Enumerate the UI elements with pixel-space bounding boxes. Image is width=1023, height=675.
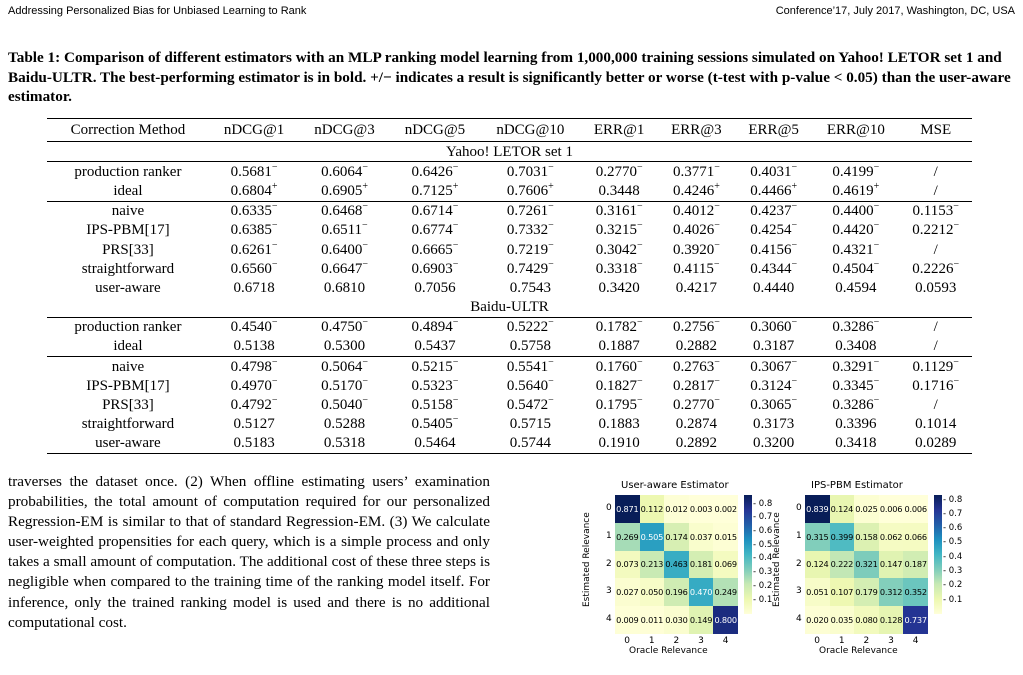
metric-value: 0.5127 (233, 416, 275, 433)
metric-value: 0.5215− (390, 357, 480, 377)
body-text (8, 472, 490, 633)
heatmap-cell: 0.196 (664, 578, 689, 606)
running-header-right: Conference’17, July 2017, Washington, DC, USA (775, 5, 1015, 17)
metric-value: 0.6804+ (230, 180, 278, 199)
metric-value: 0.7056 (414, 279, 456, 296)
heatmap-cell: 0.737 (903, 606, 928, 634)
heatmap-cell: 0.149 (689, 606, 714, 634)
metric-value: 0.6718 (233, 279, 275, 296)
heatmap-cell: 0.037 (689, 523, 714, 551)
metric-value: 0.3418 (812, 434, 899, 454)
metric-value: 0.4970− (230, 375, 278, 394)
table-row (47, 376, 972, 395)
column-header: Correction Method (47, 119, 209, 142)
metric-value: 0.4012− (658, 201, 735, 221)
metric-value: 0.0593 (915, 279, 957, 296)
heatmap-cell: 0.147 (879, 551, 904, 579)
heatmap-cell: 0.025 (854, 495, 879, 523)
x-tick-label: 1 (648, 636, 655, 646)
metric-value: 0.6665− (411, 239, 459, 258)
heatmap-cell: 0.505 (640, 523, 665, 551)
metric-value: 0.4217 (675, 279, 718, 296)
metric-value: 0.1716− (912, 375, 960, 394)
metric-value: 0.2874 (675, 416, 718, 433)
heatmap-ips-pbm (772, 478, 972, 675)
metric-value: 0.5288 (323, 416, 366, 433)
heatmap-cell: 0.312 (879, 578, 904, 606)
metric-value: 0.2763− (658, 357, 735, 377)
metric-value: 0.6468− (299, 201, 389, 221)
metric-value: 0.4156− (750, 239, 798, 258)
metric-value: 0.3345− (832, 375, 880, 394)
table-row (47, 201, 972, 221)
metric-value: 0.4540− (230, 317, 278, 336)
metric-value: 0.3124− (750, 375, 798, 394)
section-row (47, 298, 972, 318)
y-tick-label: 0 (606, 502, 612, 513)
metric-value: 0.3396 (835, 416, 877, 433)
heatmap-cell: 0.399 (830, 523, 855, 551)
heatmap-cell: 0.249 (713, 578, 738, 606)
heatmap-cell: 0.002 (713, 495, 738, 523)
heatmap-cell: 0.315 (805, 523, 830, 551)
heatmap-cell: 0.035 (830, 606, 855, 634)
metric-value: 0.5541− (480, 357, 580, 377)
metric-value: 0.1910 (581, 434, 658, 454)
heatmap-cell: 0.015 (713, 523, 738, 551)
metric-value: / (933, 338, 938, 355)
metric-value: 0.4237− (735, 201, 812, 221)
body-paragraph: traverses the dataset once. (2) When offline estimating users’ examination probabilities, the total amount of computation required for our personalized Regression-EM is similar to that of standard Regression-EM. (3) We calculate user-weighted propensities for each query, which is a simple process and only takes a small amount of computation. The additional cost of these three steps is negligible when compared to the training time of the ranking model itself. For inference, only the trained ranking model is used and there is no additional computational cost. (8, 473, 490, 631)
colorbar-tick-label: - 0.7 (753, 512, 773, 523)
metric-value: 0.1153− (899, 201, 972, 221)
heatmap-cell: 0.213 (640, 551, 665, 579)
table-header-row (47, 119, 972, 142)
metric-value: / (933, 241, 938, 258)
heatmap-cell: 0.112 (640, 495, 665, 523)
metric-value: 0.3173 (753, 416, 795, 433)
method-name: IPS-PBM[17] (86, 377, 170, 394)
heatmap-cell: 0.470 (689, 578, 714, 606)
colorbar (934, 495, 942, 614)
heatmap-grid (615, 495, 738, 634)
metric-value: 0.1887 (598, 338, 640, 355)
heatmap-cell: 0.222 (830, 551, 855, 579)
table-row (47, 434, 972, 454)
running-header-left: Addressing Personalized Bias for Unbiased Learning to Rank (8, 5, 307, 17)
metric-value: 0.2892 (658, 434, 735, 454)
metric-value: / (933, 397, 938, 414)
metric-value: 0.2770− (672, 395, 720, 414)
x-tick-label: 3 (698, 636, 704, 646)
metric-value: 0.6714− (390, 201, 480, 221)
colorbar-tick-label: - 0.4 (943, 551, 963, 562)
metric-value: 0.3200 (735, 434, 812, 454)
x-tick-label: 1 (838, 636, 845, 646)
metric-value: 0.1795− (595, 395, 643, 414)
metric-value: 0.3771− (672, 161, 720, 180)
colorbar-tick-label: - 0.5 (943, 537, 963, 548)
heatmap-cell: 0.800 (713, 606, 738, 634)
heatmap-cell: 0.181 (689, 551, 714, 579)
heatmap-grid (805, 495, 928, 634)
column-header: ERR@1 (581, 119, 658, 142)
column-header: nDCG@1 (209, 119, 299, 142)
heatmap-cell: 0.107 (830, 578, 855, 606)
heatmap-cell: 0.174 (664, 523, 689, 551)
metric-value: 0.5158− (411, 395, 459, 414)
metric-value: 0.3042− (595, 239, 643, 258)
x-tick-label: 2 (673, 636, 680, 646)
colorbar-tick-label: - 0.2 (753, 580, 773, 591)
metric-value: 0.4321− (832, 239, 880, 258)
heatmap-cell: 0.027 (615, 578, 640, 606)
table-row (47, 395, 972, 414)
metric-value: 0.5064− (299, 357, 389, 377)
column-header: ERR@3 (658, 119, 735, 142)
metric-value: 0.4246+ (672, 180, 720, 199)
metric-value: 0.6261− (230, 239, 278, 258)
metric-value: 0.1782− (595, 317, 643, 336)
metric-value: 0.4115− (673, 258, 720, 277)
heatmap-cell: 0.128 (879, 606, 904, 634)
method-name: production ranker (74, 163, 182, 180)
colorbar-tick-label: - 0.3 (753, 567, 773, 578)
table-body (47, 142, 972, 454)
heatmap-cell: 0.080 (854, 606, 879, 634)
heatmap-cell: 0.069 (713, 551, 738, 579)
heatmap-cell: 0.012 (664, 495, 689, 523)
colorbar (744, 495, 752, 614)
colorbar-tick-label: - 0.1 (943, 594, 963, 605)
method-name: straightforward (81, 260, 175, 277)
metric-value: 0.5318 (299, 434, 389, 454)
metric-value: 0.6810 (323, 279, 366, 296)
column-header: MSE (899, 119, 972, 142)
metric-value: 0.5758 (509, 338, 551, 355)
metric-value: 0.7332− (506, 220, 554, 239)
metric-value: / (933, 319, 938, 336)
metric-value: / (933, 163, 938, 180)
colorbar-tick-label: - 0.2 (943, 580, 963, 591)
section-title: Yahoo! LETOR set 1 (47, 142, 972, 162)
metric-value: 0.2756− (672, 317, 720, 336)
column-header: ERR@5 (735, 119, 812, 142)
table-row (47, 240, 972, 259)
heatmap-cell: 0.011 (640, 606, 665, 634)
metric-value: 0.5744 (480, 434, 580, 454)
metric-value: 0.2882 (675, 338, 718, 355)
metric-value: 0.3420 (598, 279, 640, 296)
metric-value: 0.5681− (230, 161, 278, 180)
table-row (47, 181, 972, 201)
metric-value: 0.5715 (509, 416, 551, 433)
table-row (47, 317, 972, 337)
y-tick-label: 4 (606, 614, 612, 625)
metric-value: 0.3291− (812, 357, 899, 377)
metric-value: 0.5300 (323, 338, 366, 355)
metric-value: 0.7606+ (506, 180, 554, 199)
heatmap-cell: 0.062 (879, 523, 904, 551)
method-name: production ranker (74, 319, 182, 336)
table-row (47, 278, 972, 297)
metric-value: 0.5170− (321, 375, 368, 394)
metric-value: 0.4792− (230, 395, 278, 414)
method-name: PRS[33] (102, 397, 154, 414)
metric-value: 0.6400− (321, 239, 368, 258)
metric-value: 0.2226− (912, 258, 960, 277)
column-header: nDCG@5 (390, 119, 480, 142)
metric-value: 0.5405− (411, 414, 459, 433)
metric-value: / (933, 182, 938, 199)
colorbar-tick-label: - 0.4 (753, 553, 773, 564)
method-name: user-aware (47, 434, 209, 454)
metric-value: 0.4420− (832, 220, 880, 239)
heatmap-cell: 0.051 (805, 578, 830, 606)
column-header: ERR@10 (812, 119, 899, 142)
chart-title: IPS-PBM Estimator (811, 480, 903, 491)
metric-value: 0.4026− (672, 220, 720, 239)
metric-value: 0.3065− (750, 395, 798, 414)
colorbar-tick-label: - 0.6 (943, 523, 963, 534)
metric-value: 0.4619+ (832, 180, 880, 199)
colorbar-tick-label: - 0.6 (753, 526, 773, 537)
table-row (47, 259, 972, 278)
metric-value: 0.7543 (509, 279, 551, 296)
heatmap-cell: 0.158 (854, 523, 879, 551)
metric-value: 0.4750− (321, 317, 368, 336)
metric-value: 0.4344− (750, 258, 798, 277)
metric-value: 0.4199− (832, 161, 880, 180)
y-tick-label: 1 (796, 530, 802, 541)
heatmap-cell: 0.050 (640, 578, 665, 606)
method-name: ideal (113, 338, 143, 355)
metric-value: 0.3060− (750, 317, 798, 336)
metric-value: 0.4400− (812, 201, 899, 221)
method-name: naive (47, 201, 209, 221)
x-axis-label: Oracle Relevance (629, 646, 708, 656)
metric-value: 0.7219− (506, 239, 554, 258)
metric-value: 0.5040− (321, 395, 368, 414)
metric-value: 0.3187 (753, 338, 795, 355)
x-tick-label: 4 (722, 636, 729, 646)
metric-value: 0.1883 (598, 416, 640, 433)
metric-value: 0.1129− (899, 357, 972, 377)
heatmap-cell: 0.073 (615, 551, 640, 579)
metric-value: 0.3215− (595, 220, 643, 239)
metric-value: 0.7031− (506, 161, 554, 180)
heatmap-cell: 0.006 (903, 495, 928, 523)
table-row (47, 221, 972, 240)
metric-value: 0.5183 (209, 434, 299, 454)
metric-value: 0.3286− (832, 395, 880, 414)
metric-value: 0.3920− (672, 239, 720, 258)
x-tick-label: 4 (912, 636, 919, 646)
metric-value: 0.4504− (832, 258, 880, 277)
metric-value: 0.5472− (506, 395, 554, 414)
metric-value: 0.3448 (598, 182, 640, 199)
column-header: nDCG@10 (480, 119, 580, 142)
metric-value: 0.3161− (581, 201, 658, 221)
method-name: straightforward (81, 416, 175, 433)
metric-value: 0.2817− (672, 375, 720, 394)
section-row (47, 142, 972, 162)
metric-value: 0.1827− (595, 375, 643, 394)
column-header: nDCG@3 (299, 119, 389, 142)
metric-value: 0.5464 (390, 434, 480, 454)
heatmap-cell: 0.030 (664, 606, 689, 634)
colorbar-tick-label: - 0.1 (753, 594, 773, 605)
metric-value: 0.6905+ (321, 180, 368, 199)
x-tick-label: 0 (624, 636, 631, 646)
metric-value: 0.4594 (835, 279, 877, 296)
metric-value: 0.4440 (753, 279, 795, 296)
y-tick-label: 2 (796, 558, 802, 569)
metric-value: 0.2212− (912, 220, 960, 239)
method-name: naive (47, 357, 209, 377)
y-tick-label: 3 (606, 586, 612, 597)
heatmap-cell: 0.009 (615, 606, 640, 634)
metric-value: 0.6774− (411, 220, 459, 239)
metric-value: 0.7261− (480, 201, 580, 221)
heatmap-cell: 0.124 (830, 495, 855, 523)
metric-value: 0.4894− (411, 317, 459, 336)
section-title: Baidu-ULTR (47, 298, 972, 318)
metric-value: 0.6385− (230, 220, 278, 239)
metric-value: 0.4254− (750, 220, 798, 239)
colorbar-tick-label: - 0.7 (943, 508, 963, 519)
table-row (47, 162, 972, 182)
y-tick-label: 0 (796, 502, 802, 513)
metric-value: 0.6511− (321, 220, 368, 239)
metric-value: 0.6064− (321, 161, 368, 180)
metric-value: 0.4798− (209, 357, 299, 377)
metric-value: 0.5323− (411, 375, 459, 394)
y-tick-label: 2 (606, 558, 612, 569)
y-tick-label: 3 (796, 586, 802, 597)
metric-value: 0.6335− (209, 201, 299, 221)
colorbar-tick-label: - 0.5 (753, 539, 773, 550)
heatmap-cell: 0.463 (664, 551, 689, 579)
metric-value: 0.5138 (233, 338, 275, 355)
heatmap-cell: 0.020 (805, 606, 830, 634)
heatmap-cell: 0.006 (879, 495, 904, 523)
colorbar-tick-label: - 0.8 (943, 494, 963, 505)
metric-value: 0.4031− (750, 161, 798, 180)
metric-value: 0.3067− (735, 357, 812, 377)
metric-value: 0.5222− (506, 317, 554, 336)
heatmap-cell: 0.179 (854, 578, 879, 606)
y-tick-label: 4 (796, 614, 802, 625)
results-table (47, 118, 972, 454)
heatmap-cell: 0.066 (903, 523, 928, 551)
heatmap-cell: 0.269 (615, 523, 640, 551)
metric-value: 0.7429− (506, 258, 554, 277)
method-name: ideal (113, 182, 143, 199)
colorbar-tick-label: - 0.3 (943, 566, 963, 576)
metric-value: 0.3318− (595, 258, 643, 277)
metric-value: 0.6647− (321, 258, 368, 277)
method-name: IPS-PBM[17] (86, 222, 170, 239)
heatmap-cell: 0.321 (854, 551, 879, 579)
heatmap-cell: 0.124 (805, 551, 830, 579)
metric-value: 0.2770− (595, 161, 643, 180)
metric-value: 0.5640− (506, 375, 554, 394)
heatmap-user-aware (582, 478, 782, 675)
metric-value: 0.0289 (899, 434, 972, 454)
colorbar-tick-label: - 0.8 (753, 498, 773, 509)
x-tick-label: 3 (888, 636, 894, 646)
metric-value: 0.6903− (411, 258, 459, 277)
y-tick-label: 1 (606, 530, 612, 541)
heatmap-cell: 0.352 (903, 578, 928, 606)
metric-value: 0.1014 (915, 416, 957, 433)
heatmap-cell: 0.871 (615, 495, 640, 523)
metric-value: 0.7125+ (411, 180, 459, 199)
y-axis-label: Estimated Relevance (582, 511, 592, 607)
method-name: PRS[33] (102, 241, 154, 258)
heatmap-cell: 0.839 (805, 495, 830, 523)
metric-value: 0.3408 (835, 338, 877, 355)
table-row (47, 337, 972, 357)
x-tick-label: 2 (863, 636, 870, 646)
metric-value: 0.6426− (411, 161, 459, 180)
metric-value: 0.4466+ (750, 180, 798, 199)
table-row (47, 415, 972, 434)
metric-value: 0.1760− (581, 357, 658, 377)
table-caption: Table 1: Comparison of different estimators with an MLP ranking model learning from 1,000,000 training sessions simulated on Yahoo! LETOR set 1 and Baidu-ULTR. The best-performing estimator is in bold. +/− indicates a result is significantly better or worse (t-test with p-value < 0.05) than the user-aware estimator. (8, 49, 1011, 105)
metric-value: 0.3286− (832, 317, 880, 336)
heatmap-cell: 0.003 (689, 495, 714, 523)
chart-title: User-aware Estimator (621, 480, 729, 491)
table-row (47, 357, 972, 377)
x-tick-label: 0 (814, 636, 821, 646)
metric-value: 0.5437 (414, 338, 456, 355)
x-axis-label: Oracle Relevance (819, 646, 898, 656)
heatmap-cell: 0.187 (903, 551, 928, 579)
metric-value: 0.6560− (230, 258, 278, 277)
y-axis-label: Estimated Relevance (772, 511, 782, 607)
method-name: user-aware (95, 279, 161, 296)
